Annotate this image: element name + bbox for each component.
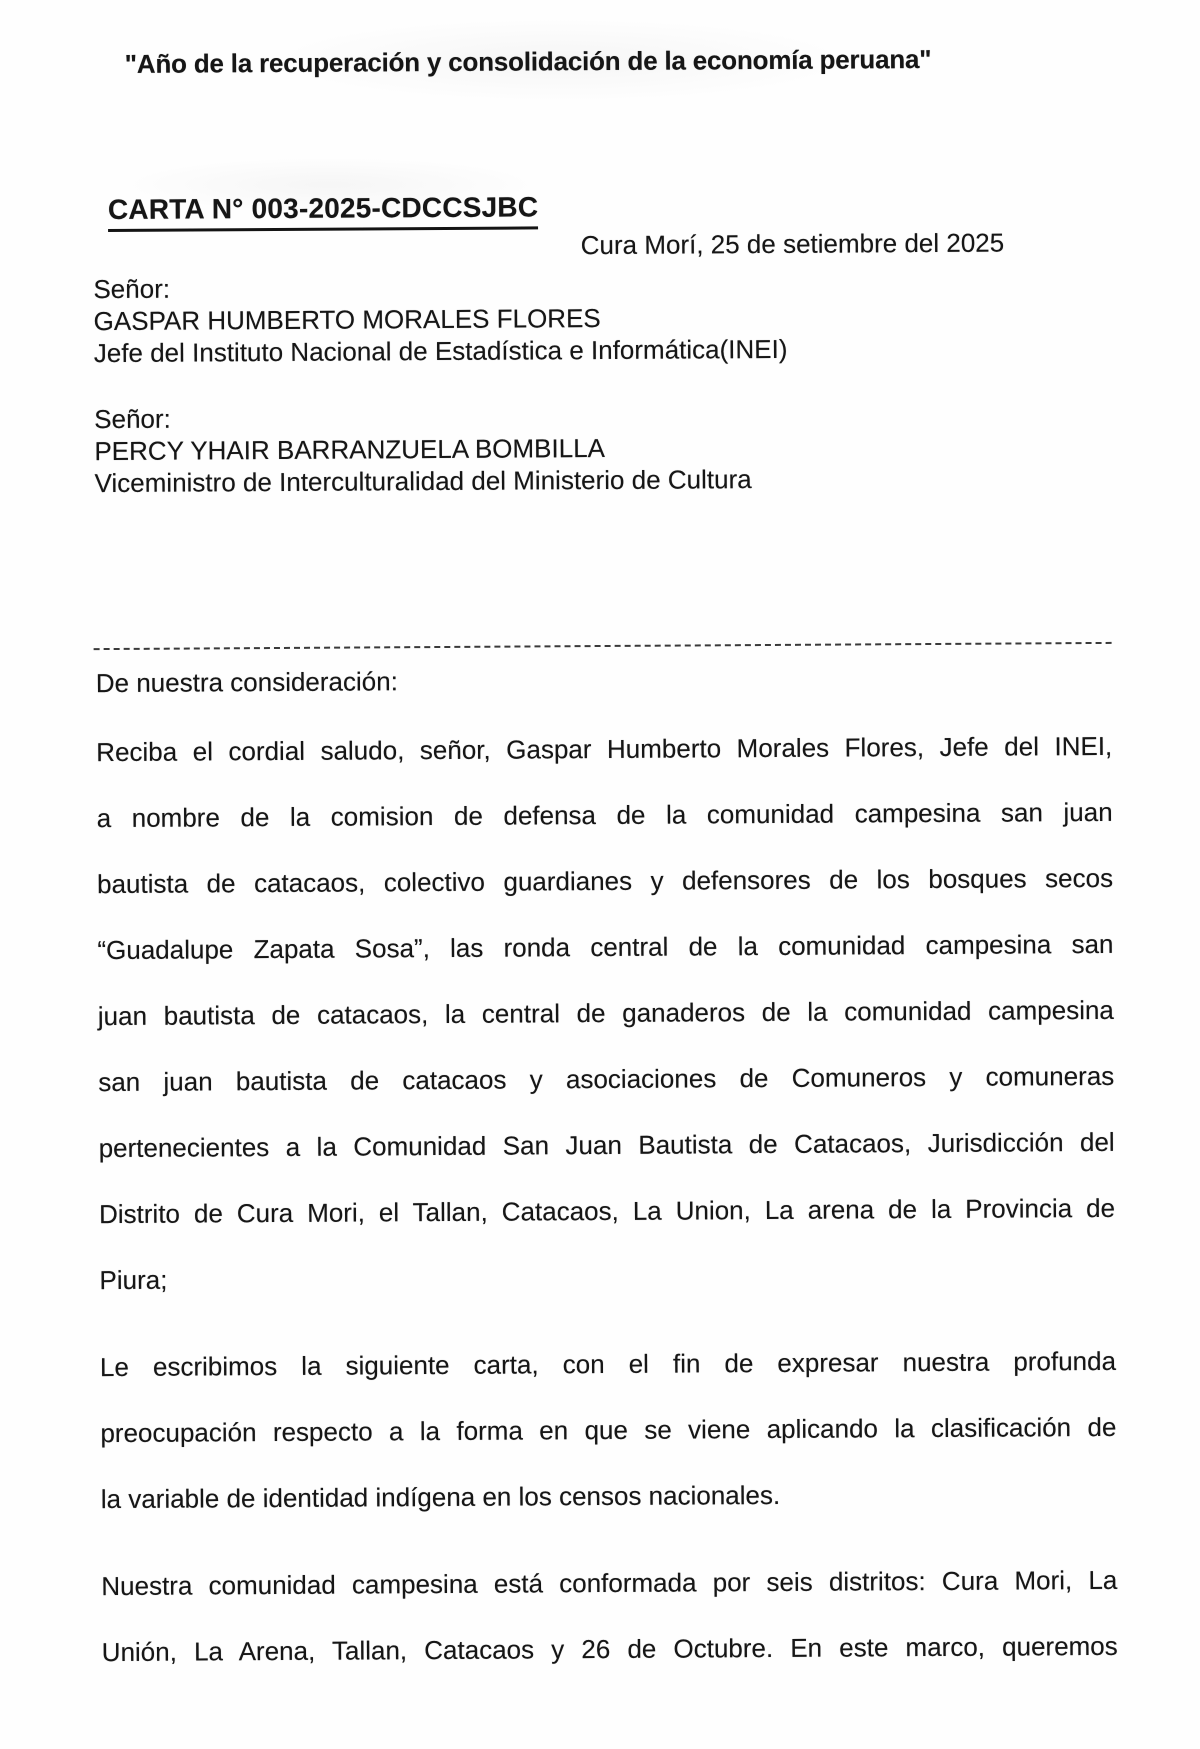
text-line: Piura; [99, 1264, 168, 1296]
recipient-title: Jefe del Instituto Nacional de Estadística e Informática(INEI) [93, 333, 788, 369]
letter-body [96, 713, 1118, 1685]
paragraph [100, 1328, 1117, 1532]
letter-number [108, 190, 539, 232]
text-line: Le escribimos la siguiente carta, con el fin de expresar nuestra profunda [99, 1345, 1117, 1383]
date-line: Cura Morí, 25 de setiembre del 2025 [580, 227, 1005, 261]
text-line: bautista de catacaos, colectivo guardianes y defensores de los bosques secos [96, 862, 1114, 900]
text-line: Reciba el cordial saludo, señor, Gaspar Humberto Morales Flores, Jefe del INEI, [96, 730, 1113, 768]
year-header-quote: "Año de la recuperación y consolidación de la economía peruana" [124, 43, 932, 79]
text-line: “Guadalupe Zapata Sosa”, las ronda central de la comunidad campesina san [97, 928, 1114, 966]
letter-content [92, 0, 1119, 1749]
recipient-title: Viceministro de Interculturalidad del Ministerio de Cultura [94, 464, 752, 499]
recipient-salutation: Señor: [93, 273, 171, 305]
text-line: pertenecientes a la Comunidad San Juan Bautista de Catacaos, Jurisdicción del [98, 1126, 1115, 1164]
paragraph [101, 1547, 1118, 1685]
recipient-salutation: Señor: [94, 403, 171, 435]
text-line: Distrito de Cura Mori, el Tallan, Catacaos, La Union, La arena de la Provincia de [98, 1192, 1116, 1230]
recipient-block-inei [93, 269, 787, 369]
text-line: Unión, La Arena, Tallan, Catacaos y 26 de Octubre. En este marco, queremos [101, 1630, 1118, 1668]
recipient-block-cultura [94, 399, 752, 499]
text-line: juan bautista de catacaos, la central de ganaderos de la comunidad campesina [97, 994, 1114, 1032]
paragraph [96, 713, 1116, 1313]
separator-dashed-line [94, 642, 1112, 650]
text-line: Nuestra comunidad campesina está conformada por seis distritos: Cura Mori, La [101, 1564, 1118, 1602]
text-line: a nombre de la comision de defensa de la comunidad campesina san juan [96, 796, 1113, 834]
text-line: san juan bautista de catacaos y asociaciones de Comuneros y comuneras [98, 1060, 1115, 1098]
recipient-name: GASPAR HUMBERTO MORALES FLORES [93, 303, 601, 337]
greeting-line: De nuestra consideración: [95, 666, 398, 699]
recipient-name: PERCY YHAIR BARRANZUELA BOMBILLA [94, 432, 606, 467]
letter-number-text: CARTA N° 003-2025-CDCCSJBC [108, 190, 539, 232]
text-line: preocupación respecto a la forma en que se viene aplicando la clasificación de [100, 1411, 1117, 1449]
text-line: la variable de identidad indígena en los censos nacionales. [100, 1479, 781, 1515]
